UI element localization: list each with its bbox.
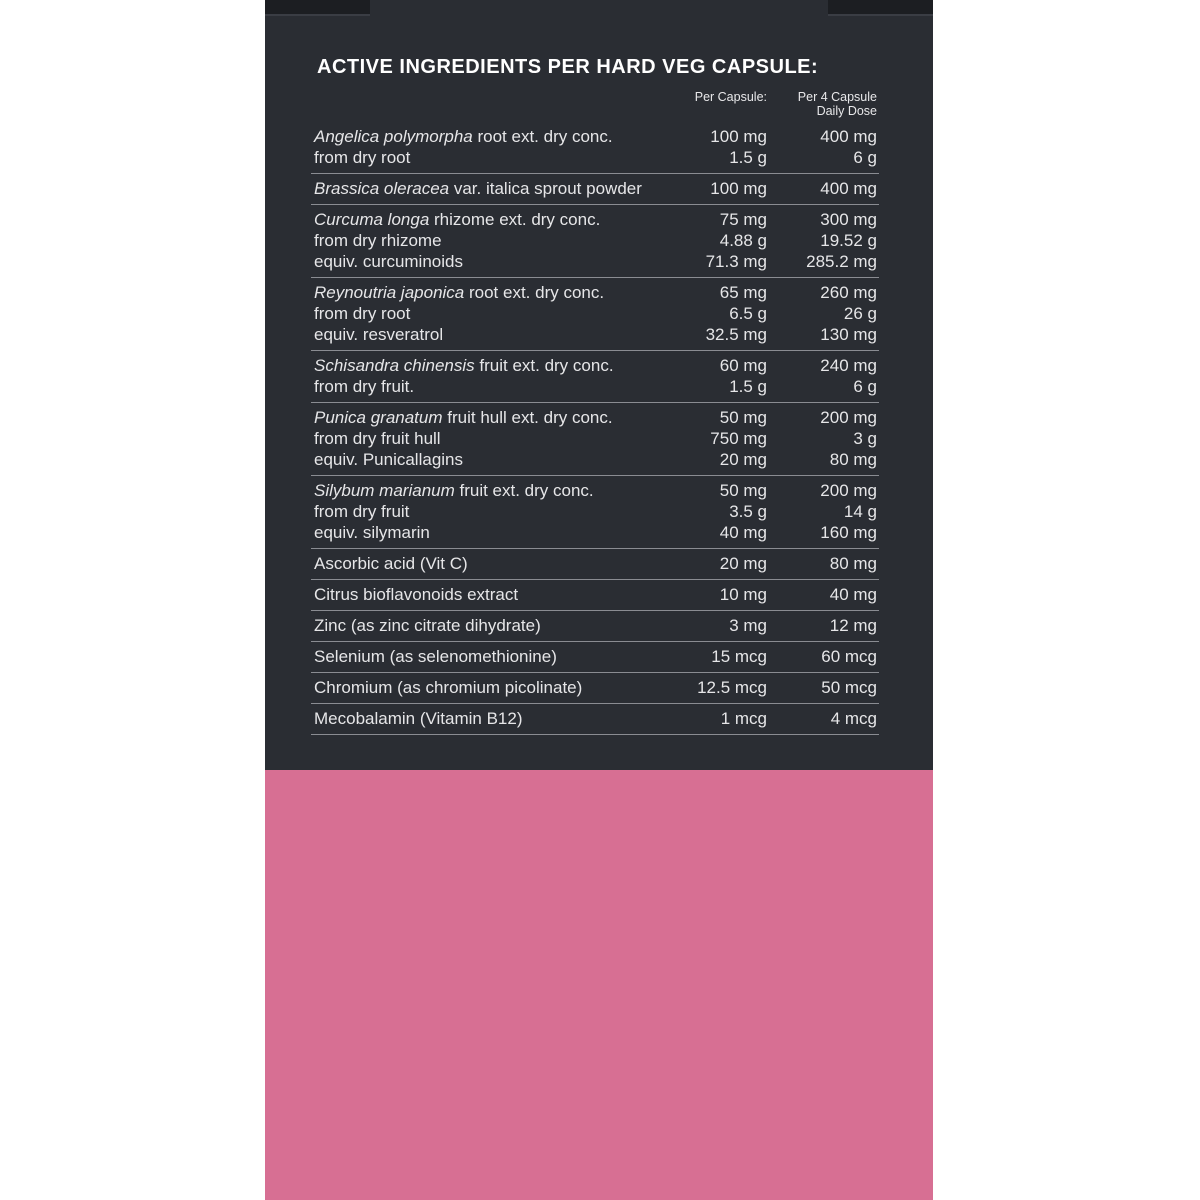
per-capsule-value: 10 mg	[719, 585, 767, 604]
ingredient-row	[314, 646, 879, 667]
ingredient-name	[314, 355, 662, 376]
per-dose-value: 40 mg	[829, 585, 877, 604]
per-dose-value: 4 mcg	[830, 709, 877, 728]
per-capsule-value: 1.5 g	[729, 377, 767, 396]
box-flap-right	[828, 0, 933, 16]
ingredient-text: equiv. curcuminoids	[314, 252, 463, 271]
ingredient-row	[314, 209, 879, 230]
ingredients-title: ACTIVE INGREDIENTS PER HARD VEG CAPSULE:	[317, 56, 819, 78]
ingredient-group	[311, 549, 879, 580]
ingredient-row	[314, 178, 879, 199]
box-flap-left	[265, 0, 370, 16]
ingredient-group	[311, 122, 879, 174]
ingredient-row	[314, 303, 879, 324]
per-dose-value: 19.52 g	[820, 231, 877, 250]
per-dose-value: 260 mg	[820, 283, 877, 302]
ingredient-row	[314, 677, 879, 698]
ingredient-row	[314, 449, 879, 470]
ingredient-group	[311, 704, 879, 735]
ingredient-text: var. italica sprout powder	[449, 179, 642, 198]
ingredient-name	[314, 677, 662, 698]
per-capsule-value: 65 mg	[719, 283, 767, 302]
per-dose-value: 6 g	[853, 148, 877, 167]
per-capsule-value: 3.5 g	[729, 502, 767, 521]
per-dose-value: 285.2 mg	[806, 252, 877, 271]
per-capsule-value: 50 mg	[719, 408, 767, 427]
per-dose-value: 80 mg	[829, 554, 877, 573]
ingredient-name	[314, 251, 662, 272]
per-capsule-value: 1 mcg	[720, 709, 767, 728]
ingredient-group	[311, 580, 879, 611]
per-capsule-value: 20 mg	[719, 554, 767, 573]
ingredient-name	[314, 449, 662, 470]
ingredient-name	[314, 584, 662, 605]
per-capsule-value: 60 mg	[719, 356, 767, 375]
ingredient-name	[314, 553, 662, 574]
per-dose-header: Per 4 Capsule Daily Dose	[797, 90, 877, 118]
per-capsule-value: 1.5 g	[729, 148, 767, 167]
ingredient-text: from dry root	[314, 304, 411, 323]
ingredient-text: Ascorbic acid (Vit C)	[314, 554, 468, 573]
ingredient-text: Zinc (as zinc citrate dihydrate)	[314, 616, 541, 635]
ingredient-name	[314, 407, 662, 428]
ingredient-name	[314, 230, 662, 251]
per-dose-value: 130 mg	[820, 325, 877, 344]
per-dose-value: 160 mg	[820, 523, 877, 542]
ingredient-row	[314, 251, 879, 272]
ingredient-row	[314, 355, 879, 376]
ingredient-row	[314, 282, 879, 303]
ingredient-row	[314, 324, 879, 345]
ingredient-name	[314, 646, 662, 667]
ingredient-name	[314, 615, 662, 636]
ingredient-row	[314, 428, 879, 449]
ingredient-name	[314, 178, 662, 199]
per-capsule-value: 100 mg	[710, 127, 767, 146]
ingredient-group	[311, 278, 879, 351]
ingredient-name	[314, 126, 662, 147]
per-capsule-value: 6.5 g	[729, 304, 767, 323]
ingredient-row	[314, 522, 879, 543]
ingredient-name	[314, 522, 662, 543]
ingredient-row	[314, 553, 879, 574]
ingredient-text: equiv. Punicallagins	[314, 450, 463, 469]
per-capsule-value: 32.5 mg	[705, 325, 767, 344]
ingredient-text: root ext. dry conc.	[464, 283, 605, 302]
ingredient-group	[311, 642, 879, 673]
ingredient-group	[311, 174, 879, 205]
ingredient-name	[314, 147, 662, 168]
ingredient-name	[314, 282, 662, 303]
ingredient-row	[314, 376, 879, 397]
ingredient-name	[314, 209, 662, 230]
ingredient-text: fruit hull ext. dry conc.	[442, 408, 613, 427]
ingredient-group	[311, 403, 879, 476]
per-dose-value: 50 mcg	[821, 678, 877, 697]
ingredient-group	[311, 205, 879, 278]
per-dose-value: 300 mg	[820, 210, 877, 229]
per-capsule-value: 750 mg	[710, 429, 767, 448]
ingredient-text: from dry rhizome	[314, 231, 442, 250]
per-dose-value: 6 g	[853, 377, 877, 396]
per-capsule-value: 12.5 mcg	[697, 678, 767, 697]
per-dose-value: 400 mg	[820, 179, 877, 198]
ingredient-latin-name: Silybum marianum	[314, 481, 455, 500]
ingredient-row	[314, 501, 879, 522]
ingredient-latin-name: Curcuma longa	[314, 210, 430, 229]
per-capsule-value: 20 mg	[719, 450, 767, 469]
per-capsule-value: 71.3 mg	[705, 252, 767, 271]
per-capsule-value: 75 mg	[719, 210, 767, 229]
per-dose-value: 400 mg	[820, 127, 877, 146]
per-capsule-value: 3 mg	[729, 616, 767, 635]
per-dose-value: 12 mg	[829, 616, 877, 635]
ingredient-text: from dry fruit.	[314, 377, 415, 396]
ingredient-group	[311, 351, 879, 403]
ingredient-text: equiv. silymarin	[314, 523, 430, 542]
per-dose-value: 80 mg	[829, 450, 877, 469]
ingredient-name	[314, 376, 662, 397]
ingredient-row	[314, 584, 879, 605]
ingredients-panel	[265, 0, 933, 770]
ingredient-name	[314, 708, 662, 729]
ingredient-group	[311, 476, 879, 549]
ingredient-text: from dry root	[314, 148, 411, 167]
per-dose-value: 60 mcg	[821, 647, 877, 666]
ingredient-text: fruit ext. dry conc.	[474, 356, 614, 375]
ingredient-latin-name: Schisandra chinensis	[314, 356, 475, 375]
ingredient-group	[311, 611, 879, 642]
ingredient-group	[311, 673, 879, 704]
ingredient-latin-name: Punica granatum	[314, 408, 443, 427]
ingredient-row	[314, 407, 879, 428]
ingredients-table	[311, 122, 879, 735]
per-dose-value: 200 mg	[820, 408, 877, 427]
per-dose-value: 3 g	[853, 429, 877, 448]
ingredient-latin-name: Brassica oleracea	[314, 179, 450, 198]
per-capsule-header: Per Capsule:	[694, 90, 767, 104]
ingredient-row	[314, 615, 879, 636]
ingredient-row	[314, 230, 879, 251]
per-dose-value: 240 mg	[820, 356, 877, 375]
product-box	[265, 0, 933, 1200]
per-capsule-value: 15 mcg	[711, 647, 767, 666]
ingredient-name	[314, 428, 662, 449]
ingredient-name	[314, 501, 662, 522]
per-capsule-value: 50 mg	[719, 481, 767, 500]
ingredient-text: Selenium (as selenomethionine)	[314, 647, 557, 666]
pink-panel	[265, 770, 933, 1200]
ingredient-text: Citrus bioflavonoids extract	[314, 585, 519, 604]
ingredient-row	[314, 147, 879, 168]
ingredient-row	[314, 126, 879, 147]
per-capsule-value: 4.88 g	[719, 231, 767, 250]
ingredient-name	[314, 303, 662, 324]
per-capsule-value: 100 mg	[710, 179, 767, 198]
ingredient-text: fruit ext. dry conc.	[454, 481, 594, 500]
ingredient-name	[314, 480, 662, 501]
ingredient-text: rhizome ext. dry conc.	[429, 210, 601, 229]
ingredient-text: Mecobalamin (Vitamin B12)	[314, 709, 523, 728]
ingredient-latin-name: Angelica polymorpha	[314, 127, 473, 146]
per-dose-value: 14 g	[843, 502, 877, 521]
ingredient-text: root ext. dry conc.	[472, 127, 613, 146]
per-dose-value: 200 mg	[820, 481, 877, 500]
ingredient-text: equiv. resveratrol	[314, 325, 444, 344]
ingredient-text: from dry fruit hull	[314, 429, 441, 448]
ingredient-name	[314, 324, 662, 345]
per-dose-value: 26 g	[843, 304, 877, 323]
per-capsule-value: 40 mg	[719, 523, 767, 542]
ingredient-latin-name: Reynoutria japonica	[314, 283, 465, 302]
ingredient-text: Chromium (as chromium picolinate)	[314, 678, 583, 697]
ingredient-text: from dry fruit	[314, 502, 410, 521]
ingredient-row	[314, 708, 879, 729]
ingredient-row	[314, 480, 879, 501]
